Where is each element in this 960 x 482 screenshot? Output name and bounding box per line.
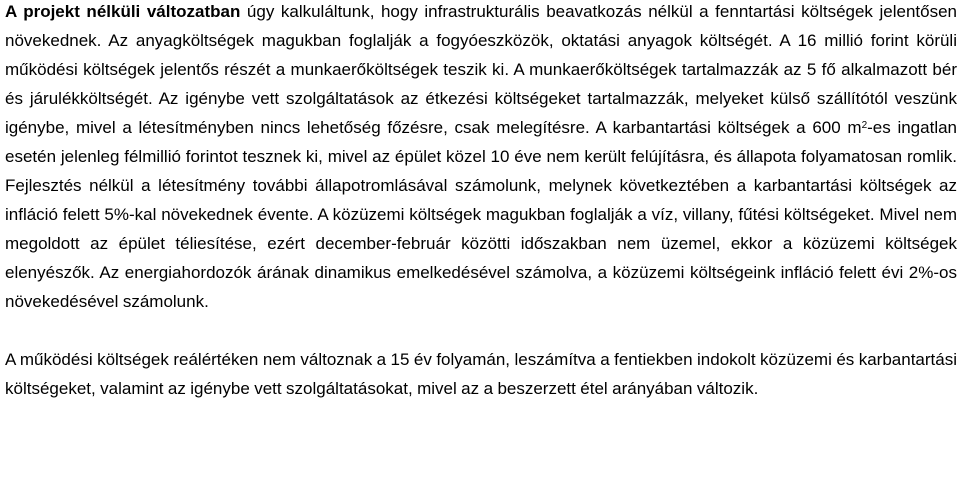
paragraph-lead-bold: A projekt nélküli változatban	[5, 2, 241, 21]
superscript-square: 2	[861, 120, 868, 131]
paragraph-no-project-scenario	[5, 0, 957, 316]
paragraph-text-part-b: -es ingatlan esetén jelenleg félmillió forintot tesznek ki, mivel az épület közel 10 éve nem került felújításra, és állapota folyamatosan romlik. Fejlesztés nélkül a létesítmény további állapotromlásával számolunk, melynek következtében a karbantartási költségek az infláció felett 5%-kal növekednek évente. A közüzemi költségek magukban foglalják a víz, villany, fűtési költségeket. Mivel nem megoldott az épület téliesítése, ezért december-február közötti időszakban nem üzemel, ekkor a közüzemi költségek elenyészők. Az energiahordozók árának dinamikus emelkedésével számolva, a közüzemi költségeink infláció felett évi 2%-os növekedésével számolunk.	[5, 118, 958, 311]
paragraph-text-part-a: úgy kalkuláltunk, hogy infrastrukturális beavatkozás nélkül a fenntartási költségek jelentősen növekednek. Az anyagköltségek magukban foglalják a fogyóeszközök, oktatási anyagok költségét. A 16 millió forint körüli működési költségek jelentős részét a munkaerőköltségek teszik ki. A munkaerőköltségek tartalmazzák az 5 fő alkalmazott bér és járulékköltségét. Az igénybe vett szolgáltatások az étkezési költségeket tartalmazzák, melyeket külső szállítótól veszünk igénybe, mivel a létesítményben nincs lehetőség főzésre, csak melegítésre. A karbantartási költségek a 600 m	[5, 2, 957, 137]
document-body	[5, 0, 957, 403]
paragraph-operating-costs	[5, 345, 957, 403]
paragraph-text: A működési költségek reálértéken nem változnak a 15 év folyamán, leszámítva a fentiekben indokolt közüzemi és karbantartási költségeket, valamint az igénybe vett szolgáltatásokat, mivel az a beszerzett étel arányában változik.	[5, 350, 957, 398]
